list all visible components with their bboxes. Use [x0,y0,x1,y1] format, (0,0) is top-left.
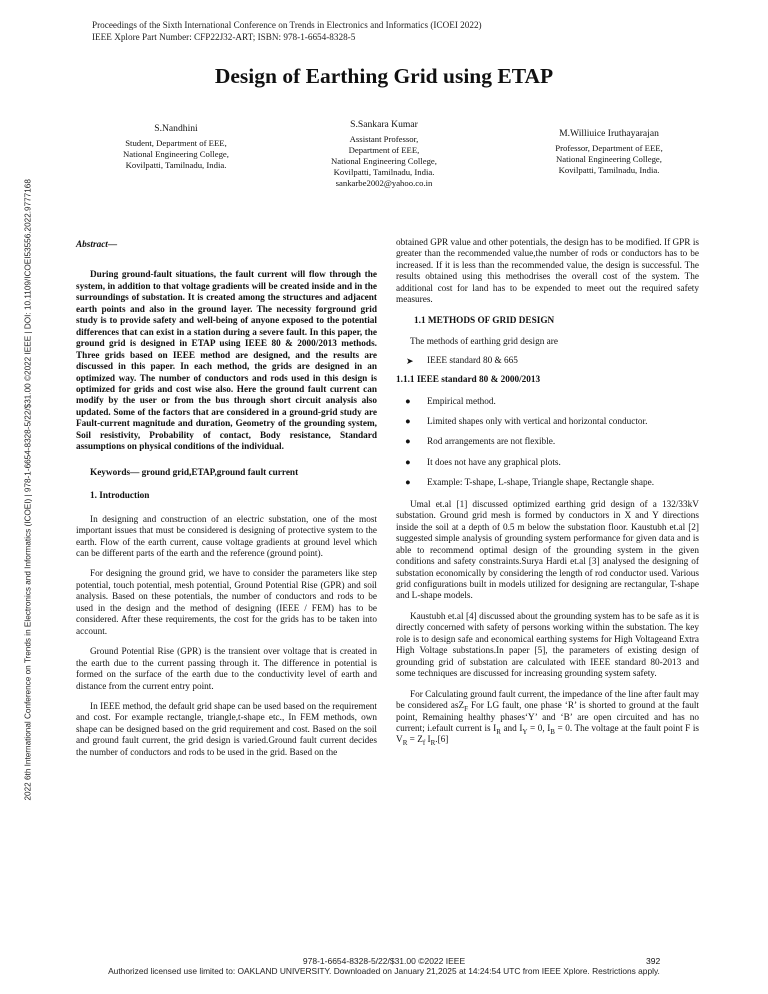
paragraph: Umal et.al [1] discussed optimized earthing grid design of a 132/33kV substation. Ground grid mesh is formed by conductors in X and Y directions inside the soil at a depth of 0.5 m below the substation floor. Kaustubh et.al [2] suggested simple analysis of grounding system performance for given data and is able to recommend optimal design of the grounding system in the given conditions and safety constraints.Surya Hardi et.al [3] analysed the designing of substation economically by considering the length of rod conductor used. Various grid configurations built in models utilized for designing are rectangular, T-shape and L-shape models. [396,499,699,602]
paragraph: In IEEE method, the default grid shape can be used based on the requirement and cost. For example rectangle, triangle,t-shape etc., In FEM methods, own shape can be designed based on the grid requirement and cost. Based on the soil and ground fault current, the grid design is varied.Ground fault current decides the number of conductors and rods to be used in the grid. Based on the [76,701,377,758]
methods-item-text: IEEE standard 80 & 665 [427,355,518,366]
conference-header [92,20,482,43]
author-affil: National Engineering College, [123,149,229,159]
list-item: ● Empirical method. [405,396,496,407]
list-item: ● Example: T-shape, L-shape, Triangle shape, Rectangle shape. [405,478,655,489]
side-doi-text: 2022 6th International Conference on Trends in Electronics and Informatics (ICOEI) | 978-1-6654-8328-5/22/$31.00 ©2022 IEEE | DOI: 10.1109/ICOEI53556.2022.9777168 [23,179,33,801]
list-item: ● Limited shapes only with vertical and horizontal conductor. [405,416,648,427]
fault-current-paragraph: For Calculating ground fault current, the impedance of the line after fault may be considered asZ$_F$ For LG fault, one phase ‘R’ is shorted to ground at the fault point, Remaining healthy phases‘Y’ and ‘B’ are open circuited and has no current; i.efault current is $I_R$ and $I_Y = 0$, $I_B = 0$. The voltage at the fault point F is $V_R = Z_f$ $I_R.[6]$ [396,689,700,748]
section-heading-1-1-1: 1.1.1 IEEE standard 80 & 2000/2013 [396,375,541,386]
bullet-icon: ● [405,437,411,448]
author-email: sankarbe2002@yahoo.co.in [335,178,433,188]
abstract-heading: Abstract— [76,240,118,250]
author-name: M.Williuice Iruthayarajan [559,128,659,139]
right-column [396,238,699,756]
author-affil: Professor, Department of EEE, [555,143,663,153]
abstract-text: During ground-fault situations, the fault current will flow through the system, in addition to that voltage gradients will be created inside and in the surroundings of substation. It is created among the structures and adjacent earth points and also in the ground layer. The necessity forground grid study is to provide safety and well-being of anyone exposed to the potential differences that can exist in a station during a severe fault. In this paper, the ground grid is designed in ETAP using IEEE 80 & 2000/2013 methods. Three grids based on IEEE method are designed, and the results are discussed in this paper. In each method, the grids are designed in an optimized way. The number of conductors and rods used in this design is optimized for grids and cost wise also. Here the ground fault current can modify by the user or from the bus through short circuit analysis also updated. Some of the factors that are considered in a ground-grid study are Fault-current magnitude and duration, Geometry of the grounding system, Soil resistivity, Probability of contact, Body resistance, Standard assumptions on physical conditions of the individual. [76,270,377,453]
author-block-2 [302,119,466,189]
paragraph: Ground Potential Rise (GPR) is the transient over voltage that is created in the earth due to the current passing through it. The difference in potential is formed on the surface of the earth due to the conductivity level of earth and distance from the current entry point. [76,647,377,692]
page-number: 392 [646,956,661,966]
paper-title: Design of Earthing Grid using ETAP [214,64,554,88]
author-block-1 [92,123,260,171]
paragraph: obtained GPR value and other potentials, the design has to be modified. If GPR is greater than the recommended value,the number of rods or conductors has to be increased. If it is less than the recommended value, the design is successful. The results obtained using this methodrises the overall cost of the system. The additional cost for land has to be expended to meet out the required safety measures. [396,238,699,306]
bullet-icon: ● [405,457,411,468]
bullet-icon: ● [405,396,411,407]
section-heading-1-1: 1.1 METHODS OF GRID DESIGN [414,315,555,326]
bullet-icon: ● [405,478,411,489]
feature-list [396,397,699,490]
author-affil: Student, Department of EEE, [125,138,227,148]
paragraph: Kaustubh et.al [4] discussed about the grounding system has to be safe as it is directly concerned with safety of persons working within the substation. The key role is to design safe and economical earthing systems for High Voltageand Extra High Voltage substations.In paper [5], the parameters of existing design of grounding grid of substation are calculated with IEEE standard 80-2013 and some techniques are discussed for increasing grounding system safety. [396,611,699,680]
arrow-bullet-icon: ➤ [406,355,414,366]
methods-intro: The methods of earthing grid design are [410,337,558,348]
author-affil: National Engineering College, [331,156,437,166]
author-affil: Department of EEE, [348,145,420,155]
paragraph: In designing and construction of an electric substation, one of the most important issues that must be considered is designing of protective system to the earth. Flow of the earth current, cause voltage gradients at ground level which can be different parts of the earth and the reference (ground point). [76,514,377,559]
footer-isbn: 978-1-6654-8328-5/22/$31.00 ©2022 IEEE [302,956,466,966]
author-name: S.Sankara Kumar [350,119,418,130]
keywords: Keywords— ground grid,ETAP,ground fault current [90,467,299,478]
author-affil: Kovilpatti, Tamilnadu, India. [333,167,435,177]
author-affil: Kovilpatti, Tamilnadu, India. [125,160,227,170]
bullet-icon: ● [405,416,411,427]
header-line-2: IEEE Xplore Part Number: CFP22J32-ART; ISBN: 978-1-6654-8328-5 [92,31,356,42]
author-affil: National Engineering College, [556,154,662,164]
header-line-1: Proceedings of the Sixth International Conference on Trends in Electronics and Informatics (ICOEI 2022) [92,20,482,30]
paragraph: For designing the ground grid, we have to consider the parameters like step potential, touch potential, mesh potential, Ground Potential Rise (GPR) and soil analysis. Based on these potentials, the number of conductors and rods to be used in the design and the method of designing (IEEE / FEM) has to be considered. After these requirements, the cost for the grids has to be taken into account. [76,569,377,637]
intro-heading: 1. Introduction [90,491,150,502]
author-affil: Kovilpatti, Tamilnadu, India. [558,165,660,175]
author-name: S.Nandhini [154,123,198,134]
methods-list-item [396,356,699,367]
author-block-3 [525,128,693,176]
license-notice: Authorized licensed use limited to: OAKLAND UNIVERSITY. Downloaded on January 21,2025 at 14:24:54 UTC from IEEE Xplore. Restrictions apply. [108,966,660,976]
list-item: ● Rod arrangements are not flexible. [405,437,556,448]
list-item: ● It does not have any graphical plots. [405,457,561,468]
author-affil: Assistant Professor, [349,134,419,144]
left-column [76,240,377,768]
